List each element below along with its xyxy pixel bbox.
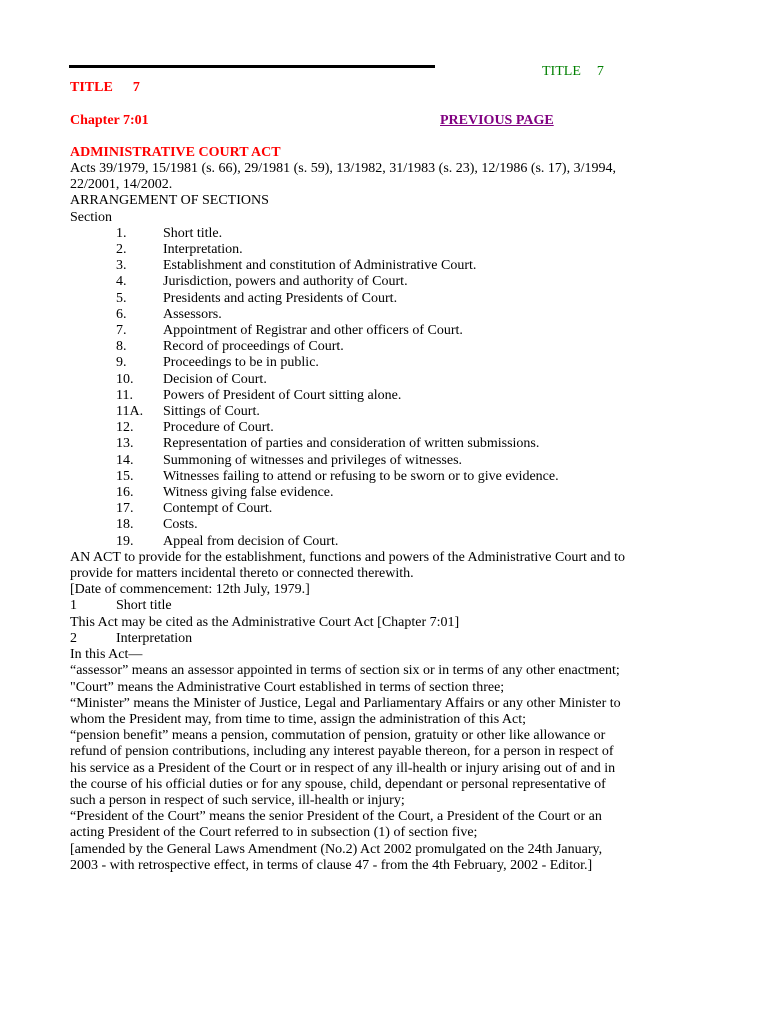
definition: “President of the Court” means the senior President of the Court, a President of the Court or an acting President of the Court referred to in subsection (1) of section five; xyxy=(70,809,602,841)
section-number: 16. xyxy=(116,485,134,501)
section-title: Interpretation. xyxy=(163,242,243,258)
section-label: Section xyxy=(70,209,112,225)
section-number: 14. xyxy=(116,452,134,468)
section-title: Witness giving false evidence. xyxy=(163,485,334,501)
top-right-title-number: 7 xyxy=(596,64,604,79)
section-number: 11. xyxy=(116,387,133,403)
section-number: 11A. xyxy=(116,404,144,420)
definition: "Court” means the Administrative Court established in terms of section three; xyxy=(70,679,505,695)
amendment-note: [amended by the General Laws Amendment (No.2) Act 2002 promulgated on the 24th January, 2003 - with retrospective effect, in terms of clause 47 - from the 4th February, 2002 - Editor.] xyxy=(70,841,603,873)
chapter-heading: Chapter 7:01 xyxy=(70,113,149,128)
definition: “Minister” means the Minister of Justice, Legal and Parliamentary Affairs or any other Minister to whom the President may, from time to time, assign the administration of this Act; xyxy=(70,695,621,727)
section-list xyxy=(70,226,630,550)
section-title: Appointment of Registrar and other officers of Court. xyxy=(163,323,463,339)
section-row xyxy=(70,307,630,323)
section-row xyxy=(70,404,630,420)
section-row xyxy=(70,485,630,501)
previous-page-link[interactable]: PREVIOUS PAGE xyxy=(440,113,554,128)
section-row xyxy=(70,436,630,452)
section-1-title: Short title xyxy=(116,598,172,614)
title-heading xyxy=(70,80,140,96)
section-row xyxy=(70,226,630,242)
act-title: ADMINISTRATIVE COURT ACT xyxy=(70,145,281,160)
title-number: 7 xyxy=(132,80,140,95)
section-row xyxy=(70,534,630,550)
section-number: 4. xyxy=(116,274,127,290)
section-row xyxy=(70,372,630,388)
section-title: Proceedings to be in public. xyxy=(163,355,319,371)
section-number: 2. xyxy=(116,242,127,258)
section-title: Procedure of Court. xyxy=(163,420,274,436)
section-number: 1. xyxy=(116,225,127,241)
section-title: Jurisdiction, powers and authority of Court. xyxy=(163,274,408,290)
section-row xyxy=(70,388,630,404)
section-number: 18. xyxy=(116,517,134,533)
section-number: 15. xyxy=(116,468,134,484)
section-1-text: This Act may be cited as the Administrative Court Act [Chapter 7:01] xyxy=(70,614,460,630)
section-2-intro: In this Act— xyxy=(70,647,143,663)
section-title: Appeal from decision of Court. xyxy=(163,533,339,549)
section-number: 7. xyxy=(116,323,127,339)
section-row xyxy=(70,420,630,436)
commencement-date: [Date of commencement: 12th July, 1979.] xyxy=(70,582,310,598)
section-row xyxy=(70,501,630,517)
top-right-title xyxy=(542,64,604,80)
section-row xyxy=(70,517,630,533)
section-title: Representation of parties and consideration of written submissions. xyxy=(163,436,540,452)
section-title: Costs. xyxy=(163,517,198,533)
section-number: 6. xyxy=(116,306,127,322)
section-number: 10. xyxy=(116,371,134,387)
section-row xyxy=(70,323,630,339)
section-title: Decision of Court. xyxy=(163,371,267,387)
section-row xyxy=(70,355,630,371)
section-row xyxy=(70,274,630,290)
acts-line: Acts 39/1979, 15/1981 (s. 66), 29/1981 (s. 59), 13/1982, 31/1983 (s. 23), 12/1986 (s. 17), 3/1994, 22/2001, 14/2002. xyxy=(70,161,616,193)
arrangement-heading: ARRANGEMENT OF SECTIONS xyxy=(70,193,269,209)
title-label: TITLE xyxy=(70,80,113,95)
definition: “pension benefit” means a pension, commutation of pension, gratuity or other like allowance or refund of pension contributions, including any interest payable thereon, for a person in respect of his service as a President of the Court or in respect of any ill-health or injury arising out of and in the course of his official duties or for any spouse, child, dependant or personal representative of such a person in respect of such service, ill-health or injury; xyxy=(70,728,616,808)
section-number: 13. xyxy=(116,436,134,452)
section-title: Short title. xyxy=(163,225,223,241)
section-row xyxy=(70,291,630,307)
section-2-heading xyxy=(70,631,630,647)
section-2-title: Interpretation xyxy=(116,630,193,646)
section-title: Presidents and acting Presidents of Court. xyxy=(163,290,398,306)
section-title: Witnesses failing to attend or refusing to be sworn or to give evidence. xyxy=(163,468,559,484)
section-row xyxy=(70,469,630,485)
section-number: 12. xyxy=(116,420,134,436)
section-number: 9. xyxy=(116,355,127,371)
definition: “assessor” means an assessor appointed in terms of section six or in terms of any other enactment; xyxy=(70,663,620,679)
section-title: Record of proceedings of Court. xyxy=(163,339,344,355)
section-1-heading xyxy=(70,598,630,614)
section-title: Sittings of Court. xyxy=(163,404,260,420)
section-title: Establishment and constitution of Administrative Court. xyxy=(163,258,477,274)
section-title: Powers of President of Court sitting alone. xyxy=(163,387,402,403)
section-row xyxy=(70,339,630,355)
preamble: AN ACT to provide for the establishment, functions and powers of the Administrative Court and to provide for matters incidental thereto or connected therewith. xyxy=(70,549,625,582)
top-right-title-label: TITLE xyxy=(542,64,581,79)
section-number: 3. xyxy=(116,258,127,274)
section-number: 5. xyxy=(116,290,127,306)
section-title: Summoning of witnesses and privileges of witnesses. xyxy=(163,452,463,468)
section-number: 17. xyxy=(116,501,134,517)
section-title: Contempt of Court. xyxy=(163,501,273,517)
section-title: Assessors. xyxy=(163,306,222,322)
section-2-number: 2 xyxy=(70,630,77,646)
top-rule xyxy=(69,65,435,68)
section-1-number: 1 xyxy=(70,598,77,614)
section-row xyxy=(70,258,630,274)
section-row xyxy=(70,453,630,469)
section-row xyxy=(70,242,630,258)
section-number: 8. xyxy=(116,339,127,355)
section-number: 19. xyxy=(116,533,134,549)
document-body xyxy=(70,161,630,874)
